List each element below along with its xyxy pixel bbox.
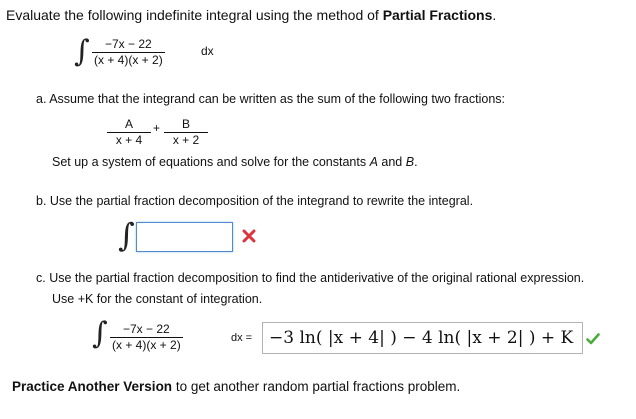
incorrect-x-icon [242,229,256,243]
question-period: . [492,7,497,23]
fraction-a-denominator: x + 4 [107,132,151,147]
part-b-label: b. Use the partial fraction decomposition of the integrand to rewrite the integral. [36,194,474,208]
constant-b: B [405,155,415,169]
dx-label: dx [201,44,214,58]
instruction-end: . [414,155,418,169]
fraction-b-denominator: x + 2 [164,132,208,147]
integral-sign-c: ∫ [92,316,108,351]
integrand-fraction [92,37,165,67]
integral-answer-input[interactable] [136,222,233,252]
part-a-label: a. Assume that the integrand can be written as the sum of the following two fractions: [36,92,506,106]
dx-equals-label: dx = [231,332,253,344]
part-c-label: c. Use the partial fraction decomposition to find the antiderivative of the original rational expression. [36,271,585,285]
integral-sign: ∫ [74,34,90,69]
antiderivative-answer[interactable]: −3 ln( |x + 4| ) − 4 ln( |x + 2| ) + K [262,322,583,354]
fraction-a [107,117,151,147]
practice-line-text: to get another random partial fractions problem. [172,379,461,394]
instruction-prefix: Set up a system of equations and solve for the constants [52,155,370,169]
integral-sign-b: ∫ [118,216,135,254]
question-prefix: Evaluate the following indefinite integral using the method of [6,7,383,23]
antiderivative-denominator: (x + 4)(x + 2) [112,338,181,352]
antiderivative-numerator: −7x − 22 [122,322,170,336]
part-a-instruction [52,155,418,169]
antiderivative-integrand [110,322,183,352]
plus-sign: + [153,121,161,135]
part-c-sublabel: Use +K for the constant of integration. [52,292,263,306]
fraction-b-numerator: B [181,117,190,131]
practice-line [12,379,460,394]
fraction-b [164,117,208,147]
instruction-and: and [377,155,406,169]
fraction-a-numerator: A [124,117,133,131]
practice-another-version-link[interactable]: Practice Another Version [12,379,173,394]
constant-a: A [369,155,378,169]
integrand-denominator: (x + 4)(x + 2) [94,53,163,67]
correct-check-icon [586,332,600,346]
integrand-numerator: −7x − 22 [104,37,152,51]
question-prompt [6,7,496,23]
method-name: Partial Fractions [382,7,493,23]
